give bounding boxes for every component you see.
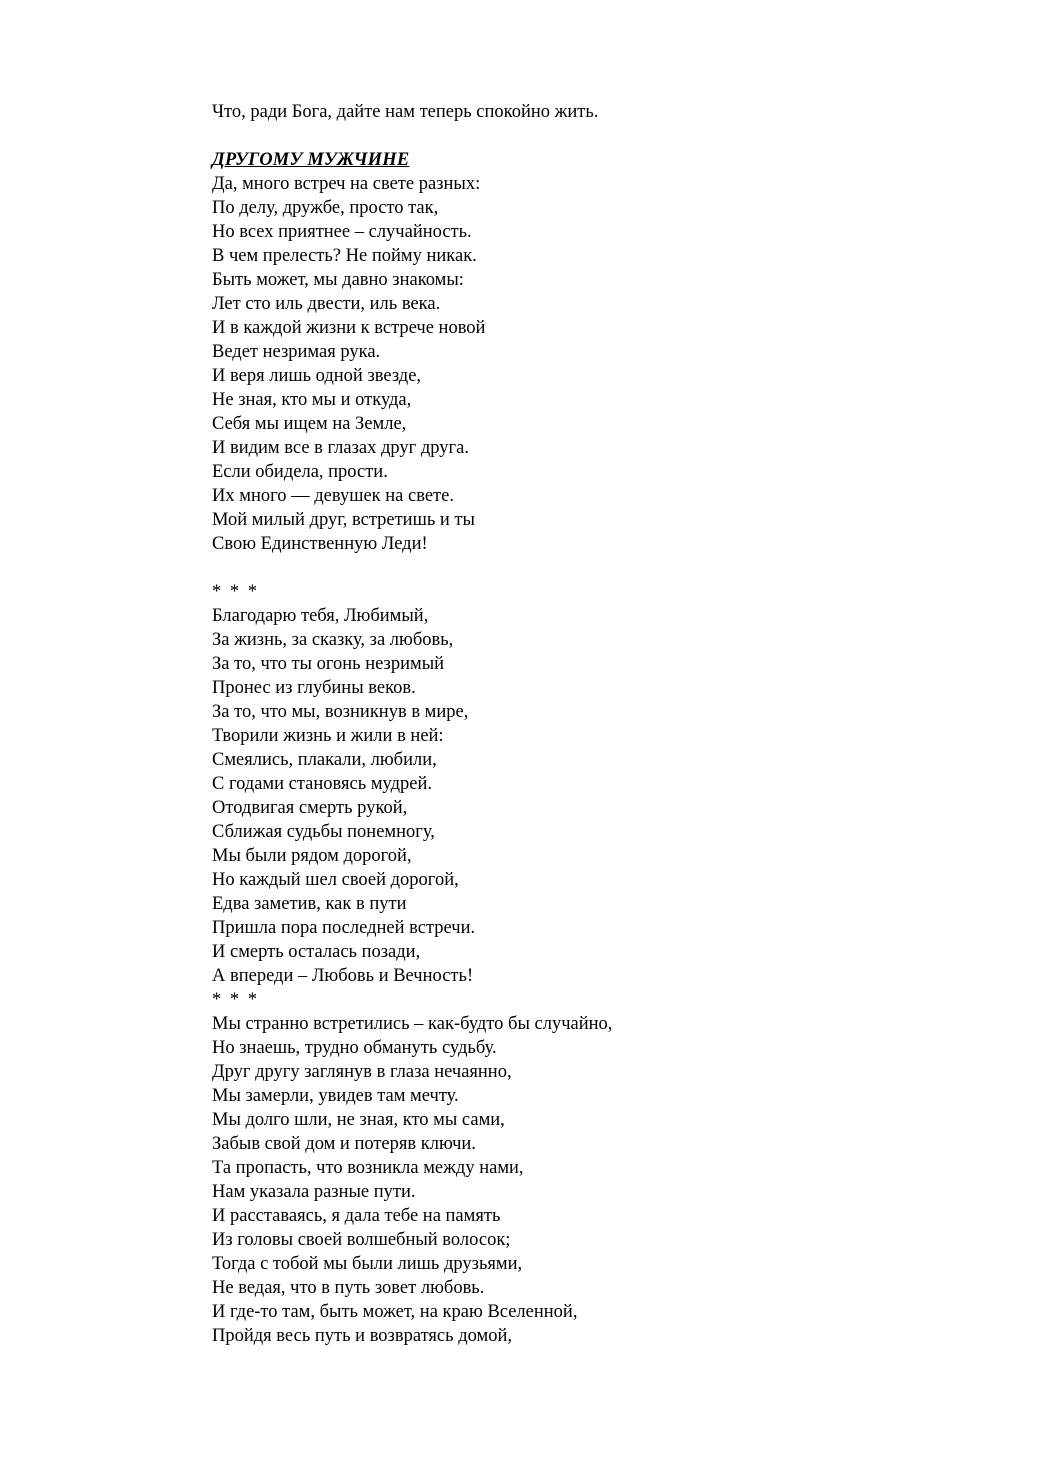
- poem-line: Мы замерли, увидев там мечту.: [212, 1086, 459, 1106]
- poem-line: Их много — девушек на свете.: [212, 486, 454, 506]
- poem-line: Пройдя весь путь и возвратясь домой,: [212, 1326, 513, 1346]
- poem-line: И расставаясь, я дала тебе на память: [212, 1206, 501, 1226]
- poem-line: Смеялись, плакали, любили,: [212, 750, 437, 770]
- section-separator: * * *: [212, 582, 259, 602]
- section-separator: * * *: [212, 990, 259, 1010]
- poem-line: Но всех приятнее – случайность.: [212, 222, 472, 242]
- blank-line: [212, 124, 972, 148]
- poem-line: Не зная, кто мы и откуда,: [212, 390, 412, 410]
- poem-line: Нам указала разные пути.: [212, 1182, 416, 1202]
- poem-my-stranno-vstretilis: [212, 988, 972, 1348]
- blank-line: [212, 556, 972, 580]
- poem-line: Но каждый шел своей дорогой,: [212, 870, 459, 890]
- poem-drugomu-muzhchine: [212, 148, 972, 556]
- poem-blagodaryu-tebya: [212, 580, 972, 988]
- poem-line: Мы странно встретились – как-будто бы случайно,: [212, 1014, 613, 1034]
- poem-line: С годами становясь мудрей.: [212, 774, 433, 794]
- poem-line: Себя мы ищем на Земле,: [212, 414, 407, 434]
- poem-line: За то, что ты огонь незримый: [212, 654, 445, 674]
- poem-line: Лет сто иль двести, иль века.: [212, 294, 441, 314]
- poem-line: И смерть осталась позади,: [212, 942, 421, 962]
- poem-line: За жизнь, за сказку, за любовь,: [212, 630, 454, 650]
- poem-line: В чем прелесть? Не пойму никак.: [212, 246, 477, 266]
- poem-line: Тогда с тобой мы были лишь друзьями,: [212, 1254, 523, 1274]
- poem-line: Свою Единственную Леди!: [212, 534, 428, 554]
- poem-line: Пронес из глубины веков.: [212, 678, 416, 698]
- poem-line: И где-то там, быть может, на краю Вселенной,: [212, 1302, 578, 1322]
- poem-line: Сближая судьбы понемногу,: [212, 822, 435, 842]
- poem-line: Пришла пора последней встречи.: [212, 918, 476, 938]
- poem-line: Не ведая, что в путь зовет любовь.: [212, 1278, 485, 1298]
- poem-line: И видим все в глазах друг друга.: [212, 438, 469, 458]
- opening-line: Что, ради Бога, дайте нам теперь спокойно жить.: [212, 102, 599, 122]
- poem-line: Забыв свой дом и потеряв ключи.: [212, 1134, 476, 1154]
- poem-line: За то, что мы, возникнув в мире,: [212, 702, 469, 722]
- poem-line: Если обидела, прости.: [212, 462, 388, 482]
- poem-line: Быть может, мы давно знакомы:: [212, 270, 464, 290]
- poem-line: Благодарю тебя, Любимый,: [212, 606, 429, 626]
- document-page: [212, 100, 972, 1348]
- poem-line: И веря лишь одной звезде,: [212, 366, 422, 386]
- poem-line: Ведет незримая рука.: [212, 342, 381, 362]
- poem-line: Да, много встреч на свете разных:: [212, 174, 481, 194]
- poem-line: А впереди – Любовь и Вечность!: [212, 966, 474, 986]
- poem-line: Мы были рядом дорогой,: [212, 846, 412, 866]
- poem-line: По делу, дружбе, просто так,: [212, 198, 439, 218]
- poem-line: Едва заметив, как в пути: [212, 894, 407, 914]
- poem-line: И в каждой жизни к встрече новой: [212, 318, 486, 338]
- poem-line: Мой милый друг, встретишь и ты: [212, 510, 475, 530]
- poem-line: Отодвигая смерть рукой,: [212, 798, 408, 818]
- poem-line: Из головы своей волшебный волосок;: [212, 1230, 511, 1250]
- poem-line: Творили жизнь и жили в ней:: [212, 726, 444, 746]
- poem-line: Но знаешь, трудно обмануть судьбу.: [212, 1038, 497, 1058]
- poem-line: Та пропасть, что возникла между нами,: [212, 1158, 524, 1178]
- poem-line: Друг другу заглянув в глаза нечаянно,: [212, 1062, 512, 1082]
- poem-line: Мы долго шли, не зная, кто мы сами,: [212, 1110, 505, 1130]
- poem-title: ДРУГОМУ МУЖЧИНЕ: [212, 150, 410, 170]
